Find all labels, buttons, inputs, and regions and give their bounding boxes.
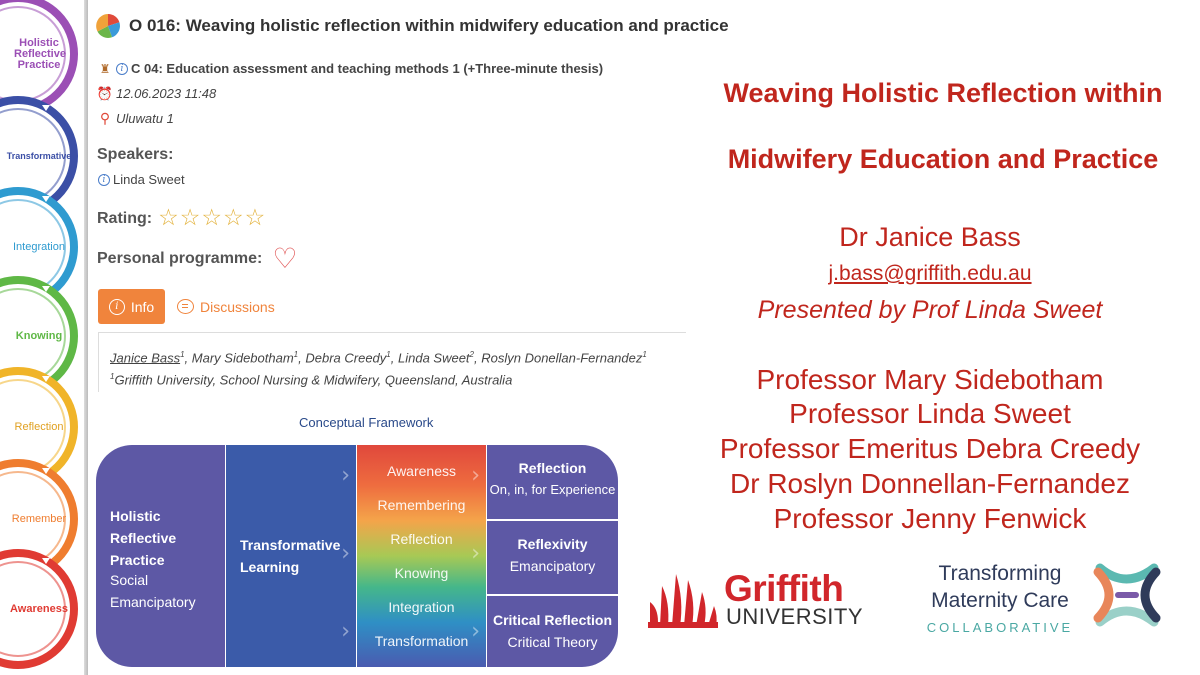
- coauthor-item: Dr Roslyn Donnellan-Fernandez: [730, 468, 1130, 499]
- framework-sub: On, in, for Experience: [489, 482, 616, 497]
- star-icon[interactable]: ☆: [244, 205, 266, 231]
- info-icon[interactable]: i: [116, 63, 128, 75]
- coauthor-item: Professor Emeritus Debra Creedy: [719, 433, 1141, 464]
- rating-label: Rating:: [97, 209, 153, 227]
- session-room: Uluwatu 1: [116, 111, 174, 126]
- framework-heading: Critical Reflection: [492, 612, 613, 628]
- personal-programme-label: Personal programme:: [97, 250, 263, 267]
- coauthor-item: Professor Mary Sidebotham: [756, 364, 1104, 395]
- presenter-email-link[interactable]: j.bass@griffith.edu.au: [828, 262, 1032, 285]
- ring-label: Integration: [13, 240, 65, 253]
- griffith-flame-icon: [648, 572, 718, 628]
- tmc-knot-icon: [1092, 562, 1162, 628]
- author-affiliation-sup: 1: [642, 350, 647, 359]
- griffith-subtitle: UNIVERSITY: [726, 604, 864, 629]
- location-pin-icon: ⚲: [99, 110, 111, 126]
- framework-col-holistic: [96, 445, 225, 667]
- spectrum-item: Integration: [388, 599, 455, 615]
- author-name: Mary Sidebotham: [191, 350, 294, 366]
- track-row: [98, 61, 603, 76]
- framework-block: [487, 609, 618, 653]
- ring-label: Reflection: [14, 420, 64, 433]
- lighthouse-icon: ♜: [99, 61, 111, 76]
- tab-info[interactable]: [98, 289, 165, 324]
- speakers-heading: Speakers:: [97, 146, 174, 163]
- chevron-right-icon: ›: [471, 619, 480, 644]
- arrow-icon: [42, 105, 50, 111]
- tab-info-label: Info: [130, 298, 155, 315]
- framework-sub: Emancipatory: [509, 558, 596, 574]
- room-row: [98, 111, 174, 126]
- star-icon[interactable]: ☆: [222, 205, 244, 231]
- authors-list: Janice Bass$^1$, Mary Sidebotham$^1$, Debra Creedy$^1$, Linda Sweet$^2$, Roslyn Donellan-Fernandez$^1$: [110, 350, 647, 366]
- session-datetime: 12.06.2023 11:48: [116, 86, 217, 101]
- author-name: Linda Sweet: [397, 350, 470, 366]
- chevron-right-icon: ›: [341, 619, 350, 644]
- framework-heading: Reflexivity: [517, 536, 588, 552]
- affiliation-sup: 1: [110, 372, 115, 381]
- tmc-line1: Transforming: [938, 562, 1062, 585]
- divider: [487, 519, 618, 521]
- presented-by: Presented by Prof Linda Sweet: [757, 296, 1103, 324]
- framework-block: [487, 533, 618, 577]
- track-label[interactable]: C 04: Education assessment and teaching methods 1 (+Three-minute thesis): [131, 61, 604, 76]
- author-affiliation-sup: 1: [180, 350, 185, 359]
- framework-heading: Learning: [240, 559, 300, 575]
- alarm-clock-icon: ⏰: [96, 85, 114, 101]
- ring-awareness: [0, 549, 78, 669]
- affiliation: [110, 372, 512, 387]
- chevron-right-icon: ›: [471, 463, 480, 488]
- date-row: [98, 86, 216, 101]
- session-panel: [88, 0, 729, 675]
- session-title: O 016: Weaving holistic reflection within midwifery education and practice: [129, 16, 729, 35]
- chat-bubble-icon: [177, 299, 194, 314]
- framework-block: [487, 457, 618, 501]
- slide-title-line2: Midwifery Education and Practice: [727, 144, 1159, 174]
- divider: [487, 594, 618, 596]
- star-icon[interactable]: ☆: [179, 205, 201, 231]
- coauthor-item: Professor Jenny Fenwick: [773, 503, 1087, 534]
- framework-heading: Holistic Reflective: [110, 508, 177, 546]
- framework-heading: Reflection: [518, 460, 587, 476]
- spectrum-item: Reflection: [390, 531, 453, 547]
- framework-col-spectrum: [357, 445, 486, 667]
- ring-label: Remember: [11, 512, 67, 525]
- framework-title: Conceptual Framework: [299, 415, 434, 430]
- heart-icon[interactable]: ♡: [272, 242, 298, 275]
- chevron-right-icon: ›: [341, 463, 350, 488]
- tab-discussions[interactable]: [177, 299, 275, 315]
- star-icon[interactable]: ☆: [201, 205, 222, 231]
- griffith-university-logo: [648, 570, 870, 630]
- tmc-line2: Maternity Care: [931, 589, 1069, 612]
- personal-programme-row: [97, 242, 298, 275]
- star-icon[interactable]: ☆: [158, 205, 179, 231]
- framework-sub: Critical Theory: [507, 634, 598, 650]
- ring-label: Awareness: [10, 602, 68, 615]
- speaker-item[interactable]: [98, 172, 185, 187]
- chevron-right-icon: ›: [341, 541, 350, 566]
- ring-label: Holistic Reflective Practice: [14, 36, 66, 71]
- slide-title-line1: Weaving Holistic Reflection within: [723, 78, 1163, 108]
- arrow-icon: [42, 468, 50, 474]
- framework-col-transformative: [226, 445, 356, 667]
- arrow-icon: [42, 196, 50, 202]
- author-affiliation-sup: 1: [386, 350, 391, 359]
- tab-discussions-label: Discussions: [200, 298, 275, 315]
- ring-label: Transformative: [6, 150, 72, 161]
- author-affiliation-sup: 2: [469, 350, 474, 359]
- coauthor-item: Professor Linda Sweet: [789, 398, 1071, 429]
- tab-bar: [98, 289, 275, 324]
- framework-sub: Emancipatory: [110, 594, 196, 610]
- spectrum-item: Transformation: [374, 633, 469, 649]
- conceptual-framework-diagram: [96, 445, 618, 667]
- ring-label: Knowing: [15, 329, 63, 342]
- arrow-icon: [42, 376, 50, 382]
- framework-heading: Practice: [110, 552, 165, 568]
- tmc-line3: COLLABORATIVE: [926, 620, 1074, 635]
- framework-col-reflection: [487, 445, 618, 667]
- chevron-right-icon: ›: [471, 541, 480, 566]
- spectrum-item: Awareness: [386, 463, 456, 479]
- spectrum-item: Knowing: [394, 565, 449, 581]
- rating-stars[interactable]: [158, 207, 266, 230]
- author-name: Debra Creedy: [305, 350, 387, 366]
- framework-heading: Transformative: [240, 537, 341, 553]
- author-affiliation-sup: 1: [293, 350, 299, 359]
- griffith-wordmark: Griffith: [724, 568, 844, 609]
- framework-sub: Social: [110, 572, 149, 588]
- info-icon[interactable]: i: [98, 174, 110, 186]
- ring-strip: [0, 0, 88, 675]
- author-name: Roslyn Donellan-Fernandez: [481, 350, 643, 366]
- author-name[interactable]: Janice Bass: [110, 350, 181, 366]
- arrow-icon: [42, 558, 50, 564]
- session-header: [96, 14, 729, 38]
- affiliation-text: Griffith University, School Nursing & Midwifery, Queensland, Australia: [114, 372, 513, 388]
- info-icon: i: [109, 299, 125, 315]
- arrow-icon: [42, 286, 50, 292]
- speaker-name[interactable]: Linda Sweet: [113, 172, 185, 187]
- transforming-maternity-care-logo: [916, 562, 1166, 638]
- presenter-name: Dr Janice Bass: [839, 222, 1021, 252]
- rating-row: [97, 207, 266, 230]
- spectrum-item: Remembering: [377, 497, 466, 513]
- pie-logo-icon: [96, 14, 120, 38]
